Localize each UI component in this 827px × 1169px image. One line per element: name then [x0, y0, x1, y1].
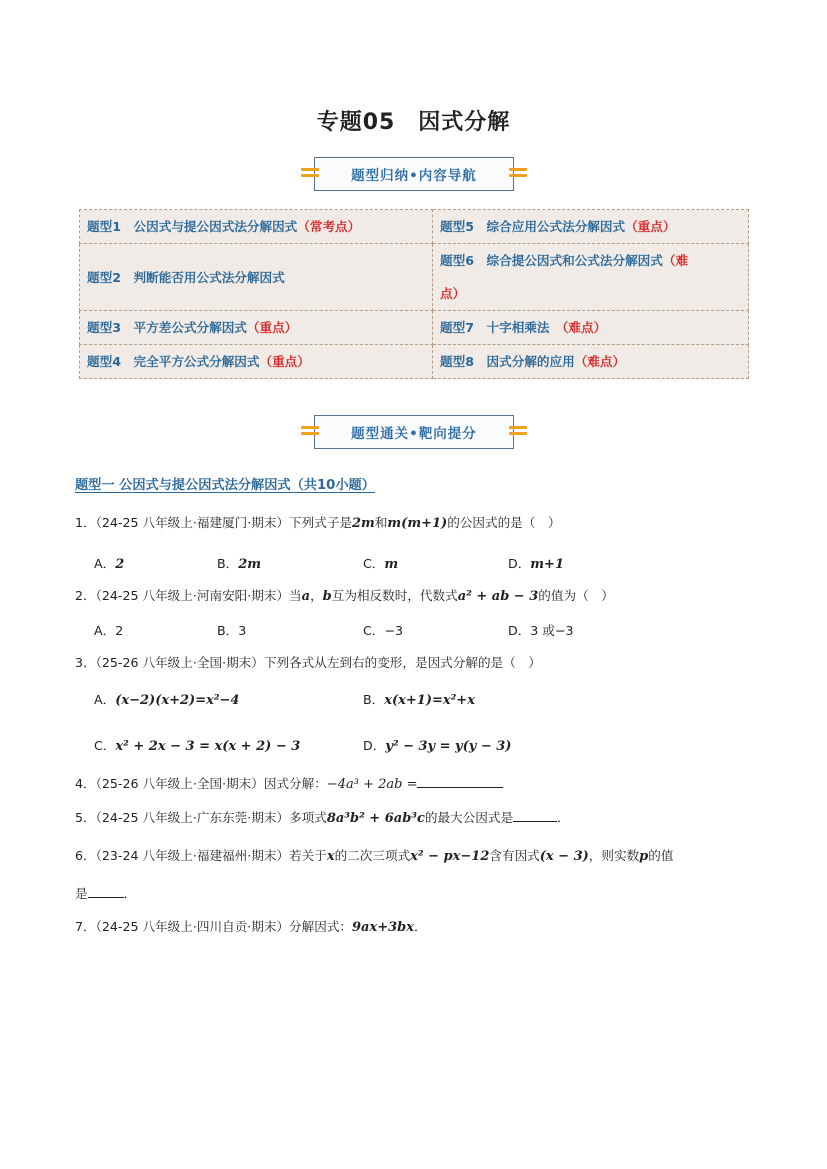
topic-navigation-table [79, 209, 749, 379]
banner-label: 题型通关•靶向提分 [351, 426, 477, 442]
nav-cell[interactable]: 题型2 判断能否用公式法分解因式 [80, 244, 433, 311]
question-2: 2．（24-25 八年级上·河南安阳·期末）当a，b互为相反数时，代数式a² + ab − 3的值为（ ） [75, 588, 614, 604]
nav-cell[interactable]: 题型6 综合提公因式和公式法分解因式（难 点） [433, 244, 749, 311]
nav-cell[interactable]: 题型7 十字相乘法 （难点） [433, 311, 749, 345]
question-6-line2: 是 ． [75, 886, 137, 901]
option-b[interactable]: B．x(x+1)=x²+x [363, 692, 475, 708]
option-d[interactable]: D．3 或−3 [508, 623, 574, 638]
option-a[interactable]: A．2 [94, 556, 125, 572]
decor-bars-icon [509, 423, 527, 439]
option-c[interactable]: C．−3 [363, 623, 403, 638]
question-7: 7．（24-25 八年级上·四川自贡·期末）分解因式：9ax+3bx． [75, 919, 427, 935]
question-3: 3．（25-26 八年级上·全国·期末）下列各式从左到右的变形，是因式分解的是（ ） [75, 655, 541, 670]
nav-cell[interactable]: 题型3 平方差公式分解因式（重点） [80, 311, 433, 345]
option-a[interactable]: A．2 [94, 623, 124, 638]
option-b[interactable]: B．3 [217, 623, 247, 638]
page-title: 专题05 因式分解 [316, 110, 511, 135]
option-a[interactable]: A．(x−2)(x+2)=x²−4 [94, 692, 240, 708]
decor-bars-icon [301, 165, 319, 181]
answer-blank[interactable] [417, 775, 503, 788]
option-c[interactable]: C．m [363, 556, 399, 572]
banner-label: 题型归纳•内容导航 [351, 168, 477, 184]
option-d[interactable]: D．y² − 3y = y(y − 3) [363, 738, 512, 754]
banner-practice [314, 415, 514, 449]
answer-blank[interactable] [88, 885, 124, 898]
section-heading: 题型一 公因式与提公因式法分解因式（共10小题） [75, 478, 375, 493]
question-1: 1．（24-25 八年级上·福建厦门·期末）下列式子是2m和m(m+1)的公因式的是（ ） [75, 515, 561, 531]
nav-cell[interactable]: 题型5 综合应用公式法分解因式（重点） [433, 210, 749, 244]
option-b[interactable]: B．2m [217, 556, 262, 572]
nav-cell[interactable]: 题型8 因式分解的应用（难点） [433, 345, 749, 379]
option-c[interactable]: C．x² + 2x − 3 = x(x + 2) − 3 [94, 738, 301, 754]
nav-cell[interactable]: 题型4 完全平方公式分解因式（重点） [80, 345, 433, 379]
question-6: 6．（23-24 八年级上·福建福州·期末）若关于x的二次三项式x² − px−12含有因式(x − 3)，则实数p的值 [75, 848, 674, 864]
nav-cell[interactable]: 题型1 公因式与提公因式法分解因式（常考点） [80, 210, 433, 244]
decor-bars-icon [301, 423, 319, 439]
question-4: 4．（25-26 八年级上·全国·期末）因式分解：−4a³ + 2ab = [75, 773, 503, 792]
answer-blank[interactable] [513, 809, 557, 822]
banner-navigation [314, 157, 514, 191]
decor-bars-icon [509, 165, 527, 181]
option-d[interactable]: D．m+1 [508, 556, 564, 572]
question-5: 5．（24-25 八年级上·广东东莞·期末）多项式8a³b² + 6ab³c的最大公因式是 ． [75, 810, 570, 826]
